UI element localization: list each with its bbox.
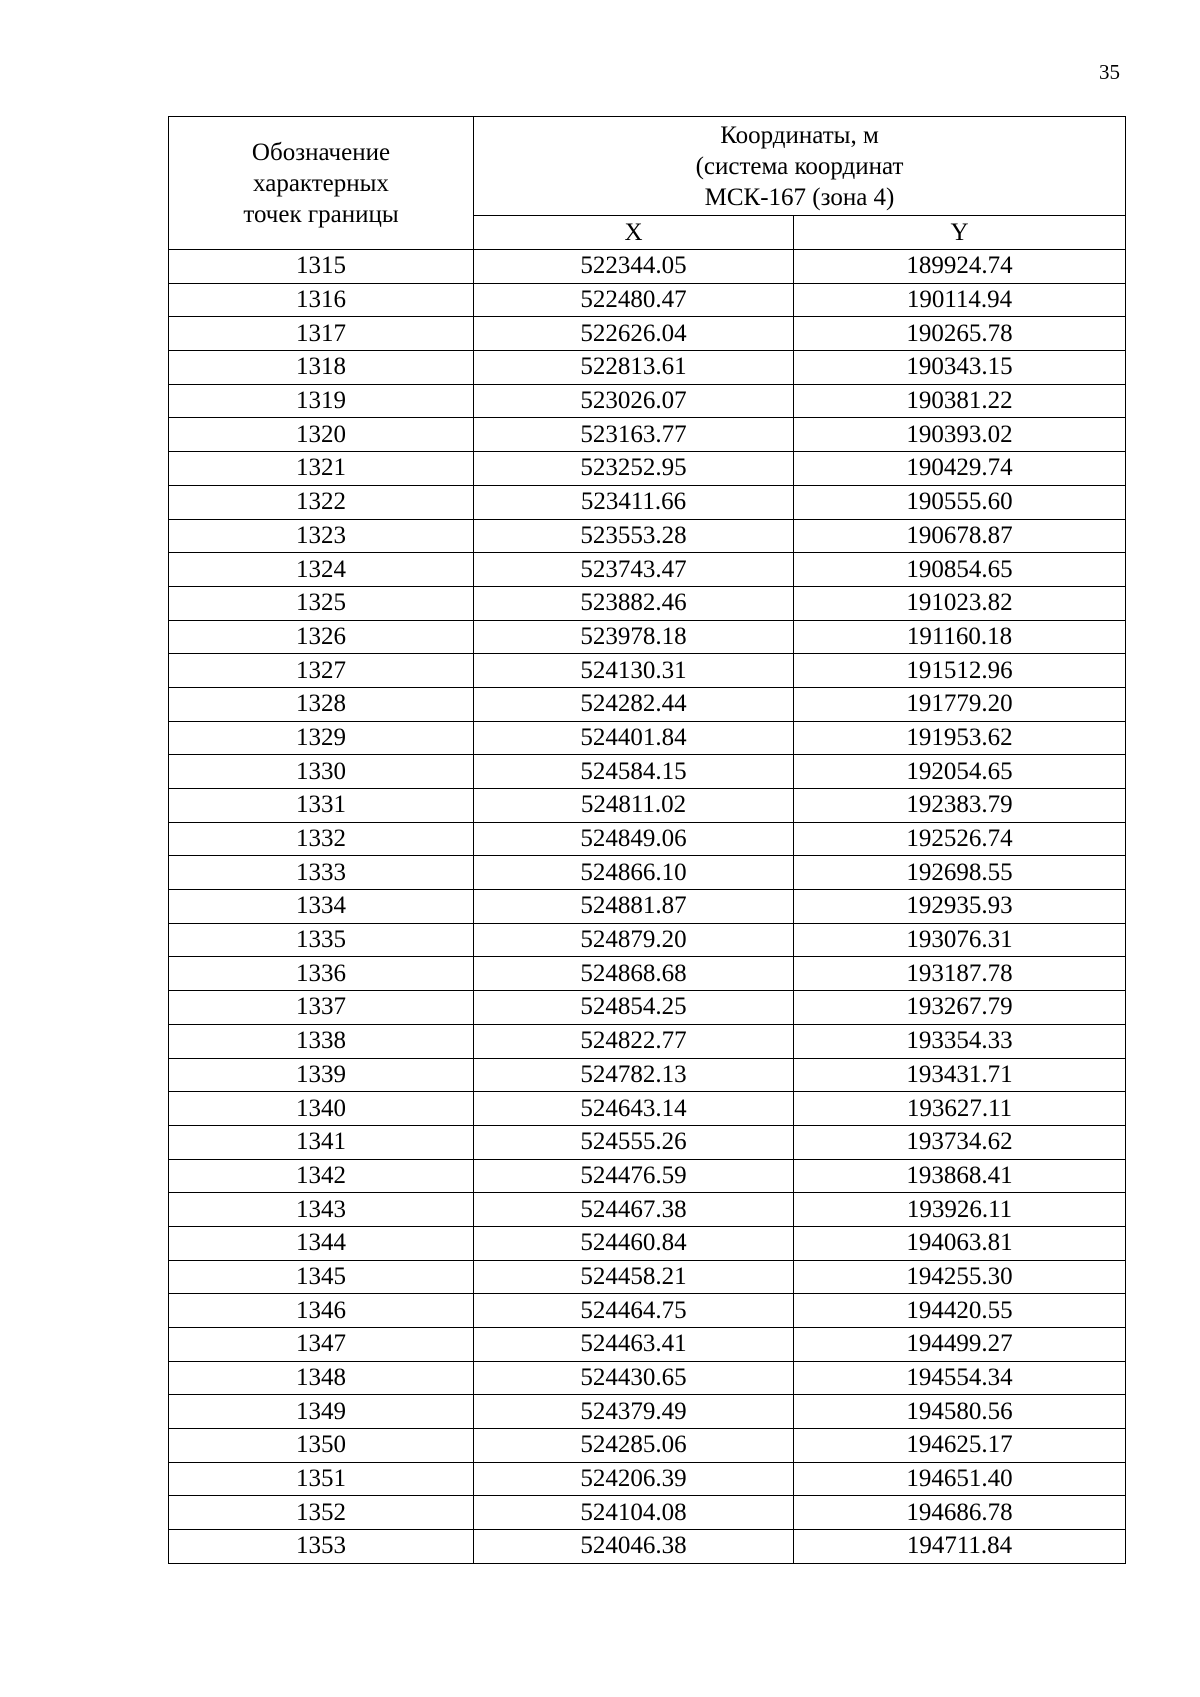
point-cell: 1341	[169, 1125, 474, 1159]
x-coordinate-cell: 523743.47	[474, 553, 794, 587]
x-column-header: X	[474, 216, 794, 250]
table-row	[169, 1024, 1126, 1058]
table-row	[169, 586, 1126, 620]
y-coordinate-cell: 192054.65	[794, 755, 1126, 789]
x-coordinate-cell: 524811.02	[474, 789, 794, 823]
y-column-header: Y	[794, 216, 1126, 250]
table-row	[169, 620, 1126, 654]
table-row	[169, 1260, 1126, 1294]
point-cell: 1317	[169, 317, 474, 351]
table-row	[169, 317, 1126, 351]
table-row	[169, 1530, 1126, 1564]
point-cell: 1321	[169, 452, 474, 486]
point-cell: 1340	[169, 1092, 474, 1126]
point-cell: 1345	[169, 1260, 474, 1294]
x-coordinate-cell: 524854.25	[474, 991, 794, 1025]
x-coordinate-cell: 523163.77	[474, 418, 794, 452]
y-coordinate-cell: 190854.65	[794, 553, 1126, 587]
y-coordinate-cell: 192383.79	[794, 789, 1126, 823]
point-cell: 1332	[169, 822, 474, 856]
point-cell: 1343	[169, 1193, 474, 1227]
x-coordinate-cell: 524822.77	[474, 1024, 794, 1058]
table-row	[169, 553, 1126, 587]
x-coordinate-cell: 523026.07	[474, 384, 794, 418]
point-cell: 1329	[169, 721, 474, 755]
y-coordinate-cell: 194651.40	[794, 1462, 1126, 1496]
x-coordinate-cell: 522480.47	[474, 283, 794, 317]
y-coordinate-cell: 191953.62	[794, 721, 1126, 755]
x-coordinate-cell: 523411.66	[474, 485, 794, 519]
table-row	[169, 755, 1126, 789]
y-coordinate-cell: 191512.96	[794, 654, 1126, 688]
coordinates-header	[474, 117, 1126, 216]
table-row	[169, 822, 1126, 856]
page-number: 35	[1099, 60, 1120, 84]
table-row	[169, 1294, 1126, 1328]
coords-header-line: МСК-167 (зона 4)	[704, 183, 895, 211]
table-row	[169, 485, 1126, 519]
y-coordinate-cell: 194255.30	[794, 1260, 1126, 1294]
y-coordinate-cell: 190429.74	[794, 452, 1126, 486]
point-cell: 1315	[169, 250, 474, 284]
point-cell: 1335	[169, 923, 474, 957]
point-cell: 1349	[169, 1395, 474, 1429]
table-row	[169, 1429, 1126, 1463]
y-coordinate-cell: 193926.11	[794, 1193, 1126, 1227]
x-coordinate-cell: 524868.68	[474, 957, 794, 991]
table-row	[169, 991, 1126, 1025]
point-designation-header	[169, 117, 474, 250]
x-coordinate-cell: 522813.61	[474, 351, 794, 385]
x-coordinate-cell: 524467.38	[474, 1193, 794, 1227]
y-coordinate-cell: 190343.15	[794, 351, 1126, 385]
x-coordinate-cell: 524849.06	[474, 822, 794, 856]
x-coordinate-cell: 523978.18	[474, 620, 794, 654]
point-cell: 1342	[169, 1159, 474, 1193]
y-coordinate-cell: 192698.55	[794, 856, 1126, 890]
point-cell: 1324	[169, 553, 474, 587]
point-cell: 1350	[169, 1429, 474, 1463]
table-row	[169, 1058, 1126, 1092]
table-row	[169, 654, 1126, 688]
point-cell: 1320	[169, 418, 474, 452]
point-cell: 1353	[169, 1530, 474, 1564]
table-row	[169, 384, 1126, 418]
point-cell: 1347	[169, 1328, 474, 1362]
x-coordinate-cell: 522344.05	[474, 250, 794, 284]
point-cell: 1330	[169, 755, 474, 789]
table-row	[169, 1496, 1126, 1530]
x-coordinate-cell: 524555.26	[474, 1125, 794, 1159]
x-coordinate-cell: 524430.65	[474, 1361, 794, 1395]
table-row	[169, 1328, 1126, 1362]
point-cell: 1323	[169, 519, 474, 553]
x-coordinate-cell: 524285.06	[474, 1429, 794, 1463]
point-cell: 1334	[169, 890, 474, 924]
table-row	[169, 1193, 1126, 1227]
x-coordinate-cell: 522626.04	[474, 317, 794, 351]
y-coordinate-cell: 194499.27	[794, 1328, 1126, 1362]
x-coordinate-cell: 523553.28	[474, 519, 794, 553]
point-cell: 1326	[169, 620, 474, 654]
x-coordinate-cell: 524476.59	[474, 1159, 794, 1193]
x-coordinate-cell: 523252.95	[474, 452, 794, 486]
point-cell: 1338	[169, 1024, 474, 1058]
y-coordinate-cell: 192526.74	[794, 822, 1126, 856]
y-coordinate-cell: 190381.22	[794, 384, 1126, 418]
y-coordinate-cell: 193627.11	[794, 1092, 1126, 1126]
y-coordinate-cell: 193734.62	[794, 1125, 1126, 1159]
table-row	[169, 250, 1126, 284]
y-coordinate-cell: 190555.60	[794, 485, 1126, 519]
x-coordinate-cell: 524460.84	[474, 1226, 794, 1260]
point-cell: 1344	[169, 1226, 474, 1260]
table-row	[169, 1226, 1126, 1260]
x-coordinate-cell: 524866.10	[474, 856, 794, 890]
point-cell: 1316	[169, 283, 474, 317]
x-coordinate-cell: 524401.84	[474, 721, 794, 755]
x-coordinate-cell: 524282.44	[474, 687, 794, 721]
point-header-line: Обозначение	[251, 138, 391, 166]
table-row	[169, 687, 1126, 721]
y-coordinate-cell: 192935.93	[794, 890, 1126, 924]
y-coordinate-cell: 190393.02	[794, 418, 1126, 452]
table-row	[169, 519, 1126, 553]
x-coordinate-cell: 524879.20	[474, 923, 794, 957]
y-coordinate-cell: 191160.18	[794, 620, 1126, 654]
point-cell: 1327	[169, 654, 474, 688]
point-header-line: характерных	[253, 169, 389, 197]
table-row	[169, 856, 1126, 890]
point-cell: 1322	[169, 485, 474, 519]
coordinates-table	[168, 116, 1126, 1564]
table-row	[169, 1395, 1126, 1429]
coords-header-line: (система координат	[695, 152, 904, 180]
y-coordinate-cell: 189924.74	[794, 250, 1126, 284]
point-cell: 1346	[169, 1294, 474, 1328]
x-coordinate-cell: 524130.31	[474, 654, 794, 688]
x-coordinate-cell: 524584.15	[474, 755, 794, 789]
y-coordinate-cell: 193354.33	[794, 1024, 1126, 1058]
table-row	[169, 452, 1126, 486]
point-cell: 1336	[169, 957, 474, 991]
x-coordinate-cell: 524782.13	[474, 1058, 794, 1092]
table-row	[169, 351, 1126, 385]
x-coordinate-cell: 524379.49	[474, 1395, 794, 1429]
y-coordinate-cell: 190114.94	[794, 283, 1126, 317]
y-coordinate-cell: 194686.78	[794, 1496, 1126, 1530]
y-coordinate-cell: 191779.20	[794, 687, 1126, 721]
point-cell: 1352	[169, 1496, 474, 1530]
y-coordinate-cell: 194420.55	[794, 1294, 1126, 1328]
point-header-line: точек границы	[243, 200, 399, 228]
y-coordinate-cell: 194554.34	[794, 1361, 1126, 1395]
table-row	[169, 418, 1126, 452]
x-coordinate-cell: 524643.14	[474, 1092, 794, 1126]
y-coordinate-cell: 194625.17	[794, 1429, 1126, 1463]
y-coordinate-cell: 193431.71	[794, 1058, 1126, 1092]
y-coordinate-cell: 193076.31	[794, 923, 1126, 957]
point-cell: 1319	[169, 384, 474, 418]
y-coordinate-cell: 194063.81	[794, 1226, 1126, 1260]
x-coordinate-cell: 524881.87	[474, 890, 794, 924]
y-coordinate-cell: 190678.87	[794, 519, 1126, 553]
table-body	[169, 250, 1126, 1564]
x-coordinate-cell: 524464.75	[474, 1294, 794, 1328]
table-row	[169, 1159, 1126, 1193]
y-coordinate-cell: 194711.84	[794, 1530, 1126, 1564]
point-cell: 1318	[169, 351, 474, 385]
table-row	[169, 1462, 1126, 1496]
x-coordinate-cell: 524463.41	[474, 1328, 794, 1362]
x-coordinate-cell: 524206.39	[474, 1462, 794, 1496]
table-row	[169, 957, 1126, 991]
point-cell: 1351	[169, 1462, 474, 1496]
point-cell: 1339	[169, 1058, 474, 1092]
table-header	[169, 117, 1126, 250]
table-row	[169, 1361, 1126, 1395]
x-coordinate-cell: 524046.38	[474, 1530, 794, 1564]
y-coordinate-cell: 193267.79	[794, 991, 1126, 1025]
table-row	[169, 283, 1126, 317]
point-cell: 1337	[169, 991, 474, 1025]
y-coordinate-cell: 193868.41	[794, 1159, 1126, 1193]
point-cell: 1325	[169, 586, 474, 620]
point-cell: 1331	[169, 789, 474, 823]
x-coordinate-cell: 524458.21	[474, 1260, 794, 1294]
table-row	[169, 923, 1126, 957]
table-row	[169, 1125, 1126, 1159]
y-coordinate-cell: 190265.78	[794, 317, 1126, 351]
coords-header-line: Координаты, м	[720, 121, 879, 149]
y-coordinate-cell: 193187.78	[794, 957, 1126, 991]
table-row	[169, 721, 1126, 755]
y-coordinate-cell: 194580.56	[794, 1395, 1126, 1429]
point-cell: 1348	[169, 1361, 474, 1395]
point-cell: 1328	[169, 687, 474, 721]
point-cell: 1333	[169, 856, 474, 890]
table-row	[169, 789, 1126, 823]
table-row	[169, 1092, 1126, 1126]
x-coordinate-cell: 524104.08	[474, 1496, 794, 1530]
x-coordinate-cell: 523882.46	[474, 586, 794, 620]
table-row	[169, 890, 1126, 924]
y-coordinate-cell: 191023.82	[794, 586, 1126, 620]
